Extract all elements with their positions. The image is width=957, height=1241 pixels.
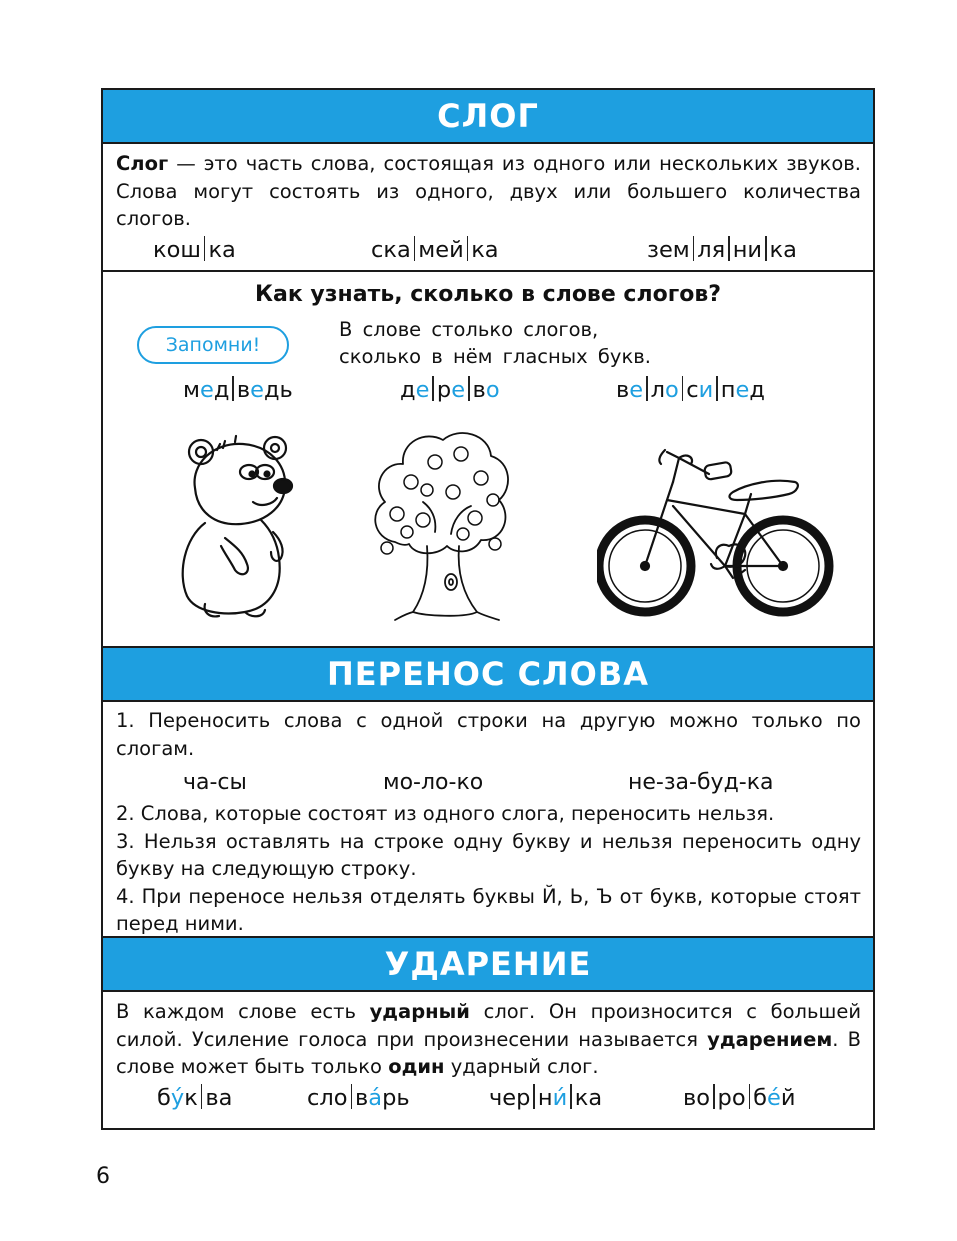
letter: рь: [382, 1085, 410, 1111]
syllable-example-1: [153, 236, 236, 263]
highlighted-letter: у́: [170, 1085, 185, 1111]
highlighted-letter: и́: [552, 1085, 568, 1111]
syllable-divider: [468, 376, 470, 401]
letter: чер: [489, 1085, 531, 1111]
letter: ро: [717, 1085, 746, 1111]
syllable-divider: [351, 1084, 353, 1109]
syllable-part: ка: [471, 237, 499, 263]
syllable-divider: [728, 236, 730, 261]
hyphen-example-2: мо-ло-ко: [383, 770, 484, 795]
syllable-divider: [570, 1084, 572, 1109]
hyphenation-section: [103, 702, 873, 936]
highlighted-letter: и: [698, 377, 714, 403]
highlighted-letter: а́: [368, 1085, 383, 1111]
syllable-divider: [765, 236, 767, 261]
syllable-part: ска: [371, 237, 411, 263]
letter: в: [355, 1085, 369, 1111]
bold-term: ударением: [707, 1027, 833, 1051]
paragraph-text: слог. Он произносится с большей силой. Усиление голоса при произнесении называется: [116, 1000, 862, 1051]
hyphen-example-1: ча-сы: [183, 770, 247, 795]
remember-badge: Запомни!: [137, 326, 289, 364]
syllable-divider: [432, 376, 434, 401]
bear-picture: [165, 428, 315, 618]
hyphenation-rule-4: 4. При переносе нельзя отделять буквы Й, Ь, Ъ от букв, которые стоят перед ними.: [116, 884, 861, 935]
highlighted-letter: е́: [766, 1085, 781, 1111]
paragraph-text: ударный слог.: [444, 1055, 599, 1078]
stress-word-2: [307, 1084, 410, 1111]
syllable-divider: [414, 236, 416, 261]
rule-line-1: В слове столько слогов,: [339, 318, 599, 341]
syllable-term: Слог: [116, 152, 169, 175]
syllable-part: кош: [153, 237, 201, 263]
syllable-divider: [201, 1084, 203, 1109]
letter: р: [436, 377, 452, 403]
how-to-question: Как узнать, сколько в слове слогов?: [255, 282, 721, 307]
syllable-definition: [103, 144, 873, 233]
tree-picture: [365, 422, 515, 622]
letter: л: [650, 377, 665, 403]
syllable-part: ка: [208, 237, 236, 263]
letter: д: [400, 377, 416, 403]
syllable-example-2: [371, 236, 499, 263]
syllable-divider: [204, 236, 206, 261]
stress-section: [103, 992, 873, 1128]
rule-line-2: сколько в нём гласных букв.: [339, 345, 651, 368]
hyphen-example-3: не-за-буд-ка: [628, 770, 774, 795]
syllable-divider: [716, 376, 718, 401]
vowel-word-bicycle: [616, 376, 765, 403]
content-frame: [101, 88, 875, 1130]
how-to-count-section: [103, 270, 873, 646]
letter: н: [537, 1085, 553, 1111]
letter: б: [753, 1085, 767, 1111]
syllable-divider: [713, 1084, 715, 1109]
highlighted-letter: е: [415, 377, 430, 403]
bold-term: один: [388, 1055, 445, 1078]
letter: м: [183, 377, 200, 403]
letter: с: [686, 377, 699, 403]
stress-word-4: [683, 1084, 795, 1111]
syllable-divider: [749, 1084, 751, 1109]
letter: п: [720, 377, 736, 403]
section-header-stress: УДАРЕНИЕ: [103, 936, 873, 992]
highlighted-letter: о: [485, 377, 500, 403]
highlighted-letter: е: [629, 377, 644, 403]
syllable-part: ля: [697, 237, 726, 263]
letter: д: [213, 377, 230, 403]
syllable-part: зем: [647, 237, 690, 263]
syllable-section: [103, 144, 873, 270]
syllable-divider: [682, 376, 684, 401]
hyphenation-rule-3: 3. Нельзя оставлять на строке одну букву и нельзя переносить одну букву на следующую строку.: [116, 829, 861, 880]
stress-word-3: [489, 1084, 602, 1111]
syllable-part: ка: [769, 237, 797, 263]
letter: ка: [574, 1085, 603, 1111]
letter: д: [749, 377, 765, 403]
bicycle-picture: [597, 448, 837, 618]
hyphenation-rules-rest: [103, 800, 873, 938]
syllable-divider: [646, 376, 648, 401]
syllable-example-3: [647, 236, 797, 263]
letter: дь: [264, 377, 293, 403]
vowel-word-bear: [183, 376, 293, 403]
letter: сло: [307, 1085, 348, 1111]
letter: в: [236, 377, 251, 403]
highlighted-letter: е: [451, 377, 466, 403]
syllable-part: мей: [418, 237, 464, 263]
hyphenation-rule-2: 2. Слова, которые состоят из одного слога, переносить нельзя.: [116, 802, 775, 825]
hyphenation-rule-1: 1. Переносить слова с одной строки на другую можно только по слогам.: [116, 709, 861, 760]
syllable-divider: [533, 1084, 535, 1109]
section-header-syllable: СЛОГ: [103, 90, 873, 144]
page-number: 6: [96, 1164, 110, 1189]
letter: в: [616, 377, 630, 403]
letter: й: [780, 1085, 796, 1111]
vowel-word-tree: [400, 376, 500, 403]
stress-paragraph: [103, 992, 873, 1081]
syllable-divider: [467, 236, 469, 261]
syllable-divider: [232, 376, 234, 401]
paragraph-text: . В слове может быть только: [116, 1027, 861, 1078]
letter: ва: [205, 1085, 233, 1111]
letter: б: [157, 1085, 171, 1111]
bold-term: ударный: [369, 1000, 470, 1023]
letter: к: [184, 1085, 198, 1111]
syllable-definition-text: — это часть слова, состоящая из одного или нескольких звуков. Слова могут состоять из одного, двух или большего количества слогов.: [116, 152, 861, 230]
highlighted-letter: е: [735, 377, 750, 403]
stress-word-1: [157, 1084, 232, 1111]
highlighted-letter: о: [665, 377, 679, 403]
highlighted-letter: е: [250, 377, 264, 403]
letter: в: [472, 377, 486, 403]
paragraph-text: В каждом слове есть: [116, 1000, 370, 1023]
highlighted-letter: е: [199, 377, 214, 403]
syllable-part: ни: [732, 237, 763, 263]
letter: во: [683, 1085, 711, 1111]
syllable-divider: [693, 236, 695, 261]
section-header-hyphenation: ПЕРЕНОС СЛОВА: [103, 646, 873, 702]
